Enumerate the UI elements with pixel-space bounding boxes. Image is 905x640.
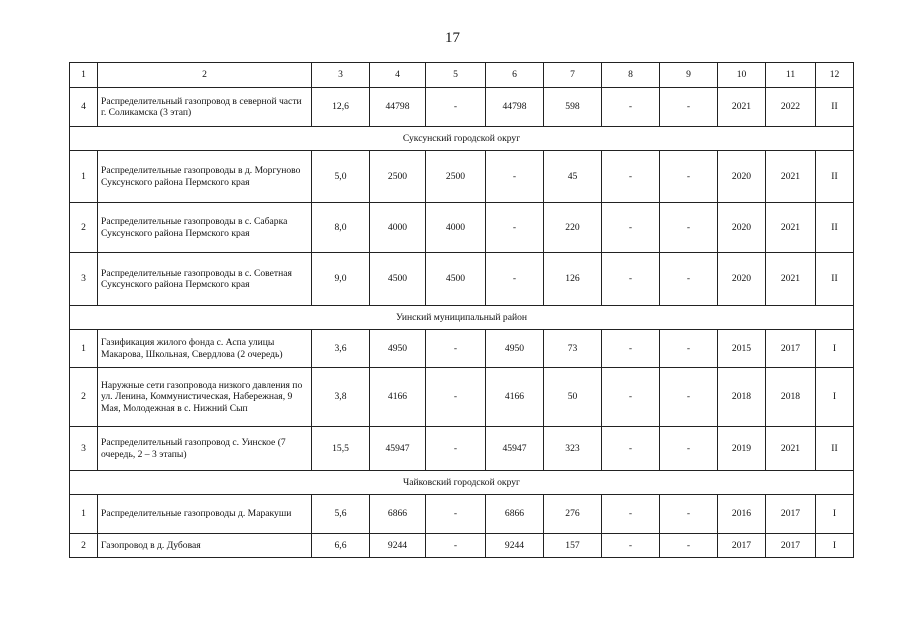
object-name-cell: Распределительный газопровод в северной части г. Соликамска (3 этап) — [98, 88, 312, 127]
table-cell: 4500 — [426, 253, 486, 306]
table-cell: - — [602, 495, 660, 534]
table-cell: I — [816, 330, 854, 368]
table-cell: 4950 — [486, 330, 544, 368]
table-cell: I — [816, 368, 854, 427]
table-cell: 2500 — [370, 151, 426, 203]
table-cell: 2 — [70, 534, 98, 558]
section-title: Суксунский городской округ — [70, 127, 854, 151]
table-cell: 2017 — [766, 534, 816, 558]
table-cell: 9244 — [486, 534, 544, 558]
column-number: 5 — [426, 63, 486, 88]
table-cell: 50 — [544, 368, 602, 427]
section-header-row — [70, 127, 854, 151]
table-cell: 2020 — [718, 203, 766, 253]
table-cell: - — [426, 368, 486, 427]
object-name-cell: Распределительный газопровод с. Уинское (7 очередь, 2 – 3 этапы) — [98, 427, 312, 471]
table-cell: 3 — [70, 253, 98, 306]
table-cell: - — [660, 151, 718, 203]
column-number: 4 — [370, 63, 426, 88]
table-cell: 5,6 — [312, 495, 370, 534]
table-cell: 2500 — [426, 151, 486, 203]
column-number: 9 — [660, 63, 718, 88]
table-cell: 323 — [544, 427, 602, 471]
table-cell: 45 — [544, 151, 602, 203]
table-cell: - — [602, 427, 660, 471]
table-cell: 157 — [544, 534, 602, 558]
table-cell: - — [602, 330, 660, 368]
table-cell: - — [660, 534, 718, 558]
table-cell: - — [602, 368, 660, 427]
object-name-cell: Наружные сети газопровода низкого давления по ул. Ленина, Коммунистическая, Набережная, 9 Мая, Молодежная в с. Нижний Сып — [98, 368, 312, 427]
table-cell: 2016 — [718, 495, 766, 534]
object-name-cell: Распределительные газопроводы в с. Советная Суксунского района Пермского края — [98, 253, 312, 306]
table-cell: 2021 — [718, 88, 766, 127]
table-cell: - — [426, 88, 486, 127]
table-cell: 598 — [544, 88, 602, 127]
object-name-cell: Газификация жилого фонда с. Аспа улицы Макарова, Школьная, Свердлова (2 очередь) — [98, 330, 312, 368]
table-row — [70, 330, 854, 368]
table-cell: 45947 — [370, 427, 426, 471]
table-cell: - — [426, 427, 486, 471]
object-name-cell: Распределительные газопроводы в д. Моргуново Суксунского района Пермского края — [98, 151, 312, 203]
table-cell: 2015 — [718, 330, 766, 368]
table-cell: 2020 — [718, 151, 766, 203]
table-cell: 8,0 — [312, 203, 370, 253]
table-cell: - — [602, 203, 660, 253]
table-cell: 9,0 — [312, 253, 370, 306]
table-cell: II — [816, 151, 854, 203]
table-cell: 220 — [544, 203, 602, 253]
table-cell: - — [660, 495, 718, 534]
section-header-row — [70, 306, 854, 330]
table-cell: 3,6 — [312, 330, 370, 368]
table-cell: 4000 — [426, 203, 486, 253]
gas-pipeline-table — [69, 62, 854, 558]
table-cell: 2021 — [766, 203, 816, 253]
table-cell: 2021 — [766, 151, 816, 203]
table-cell: - — [660, 253, 718, 306]
table-cell: 2017 — [766, 330, 816, 368]
page-number: 17 — [445, 30, 460, 46]
table-row — [70, 534, 854, 558]
table-cell: II — [816, 253, 854, 306]
object-name-cell: Распределительные газопроводы в с. Сабарка Суксунского района Пермского края — [98, 203, 312, 253]
table-cell: - — [660, 330, 718, 368]
table-row — [70, 151, 854, 203]
table-cell: 126 — [544, 253, 602, 306]
table-cell: 15,5 — [312, 427, 370, 471]
table-cell: 4166 — [486, 368, 544, 427]
table-cell: 1 — [70, 151, 98, 203]
table-cell: 44798 — [486, 88, 544, 127]
column-number: 6 — [486, 63, 544, 88]
table-cell: - — [602, 253, 660, 306]
column-number-row — [70, 63, 854, 88]
table-cell: II — [816, 427, 854, 471]
table-cell: - — [602, 534, 660, 558]
table-cell: II — [816, 203, 854, 253]
table-cell: - — [660, 427, 718, 471]
object-name-cell: Газопровод в д. Дубовая — [98, 534, 312, 558]
table-cell: 12,6 — [312, 88, 370, 127]
table-cell: 5,0 — [312, 151, 370, 203]
table-cell: 2018 — [718, 368, 766, 427]
table-cell: 4500 — [370, 253, 426, 306]
table-row — [70, 203, 854, 253]
table-cell: 2020 — [718, 253, 766, 306]
column-number: 3 — [312, 63, 370, 88]
table-cell: - — [660, 203, 718, 253]
table-row — [70, 368, 854, 427]
table-row — [70, 253, 854, 306]
table-cell: 2017 — [718, 534, 766, 558]
column-number: 7 — [544, 63, 602, 88]
table-cell: 2 — [70, 203, 98, 253]
table-cell: 4000 — [370, 203, 426, 253]
table-cell: - — [602, 151, 660, 203]
table-cell: 1 — [70, 495, 98, 534]
table-cell: - — [602, 88, 660, 127]
table-cell: II — [816, 88, 854, 127]
table-cell: - — [426, 495, 486, 534]
section-header-row — [70, 471, 854, 495]
table-cell: 2019 — [718, 427, 766, 471]
table-cell: - — [486, 203, 544, 253]
table-cell: 3 — [70, 427, 98, 471]
table-cell: I — [816, 495, 854, 534]
table-cell: 73 — [544, 330, 602, 368]
table-cell: 6866 — [370, 495, 426, 534]
table-cell: 4166 — [370, 368, 426, 427]
table-cell: 1 — [70, 330, 98, 368]
table-cell: 2 — [70, 368, 98, 427]
table-cell: 276 — [544, 495, 602, 534]
object-name-cell: Распределительные газопроводы д. Маракуши — [98, 495, 312, 534]
table-cell: - — [660, 88, 718, 127]
column-number: 8 — [602, 63, 660, 88]
table-cell: 4 — [70, 88, 98, 127]
table-cell: 2022 — [766, 88, 816, 127]
table-cell: 6,6 — [312, 534, 370, 558]
table-cell: 2021 — [766, 253, 816, 306]
table-row — [70, 495, 854, 534]
table-cell: - — [660, 368, 718, 427]
section-title: Чайковский городской округ — [70, 471, 854, 495]
column-number: 10 — [718, 63, 766, 88]
table-cell: 3,8 — [312, 368, 370, 427]
column-number: 11 — [766, 63, 816, 88]
table-cell: - — [426, 534, 486, 558]
table-cell: - — [486, 253, 544, 306]
table-cell: 9244 — [370, 534, 426, 558]
table-cell: 2017 — [766, 495, 816, 534]
table-cell: I — [816, 534, 854, 558]
column-number: 1 — [70, 63, 98, 88]
column-number: 2 — [98, 63, 312, 88]
table-cell: 2021 — [766, 427, 816, 471]
table-cell: 6866 — [486, 495, 544, 534]
table-row — [70, 88, 854, 127]
section-title: Уинский муниципальный район — [70, 306, 854, 330]
column-number: 12 — [816, 63, 854, 88]
table-cell: - — [486, 151, 544, 203]
table-row — [70, 427, 854, 471]
table-cell: 2018 — [766, 368, 816, 427]
table-cell: - — [426, 330, 486, 368]
table-cell: 45947 — [486, 427, 544, 471]
table-cell: 44798 — [370, 88, 426, 127]
table-cell: 4950 — [370, 330, 426, 368]
